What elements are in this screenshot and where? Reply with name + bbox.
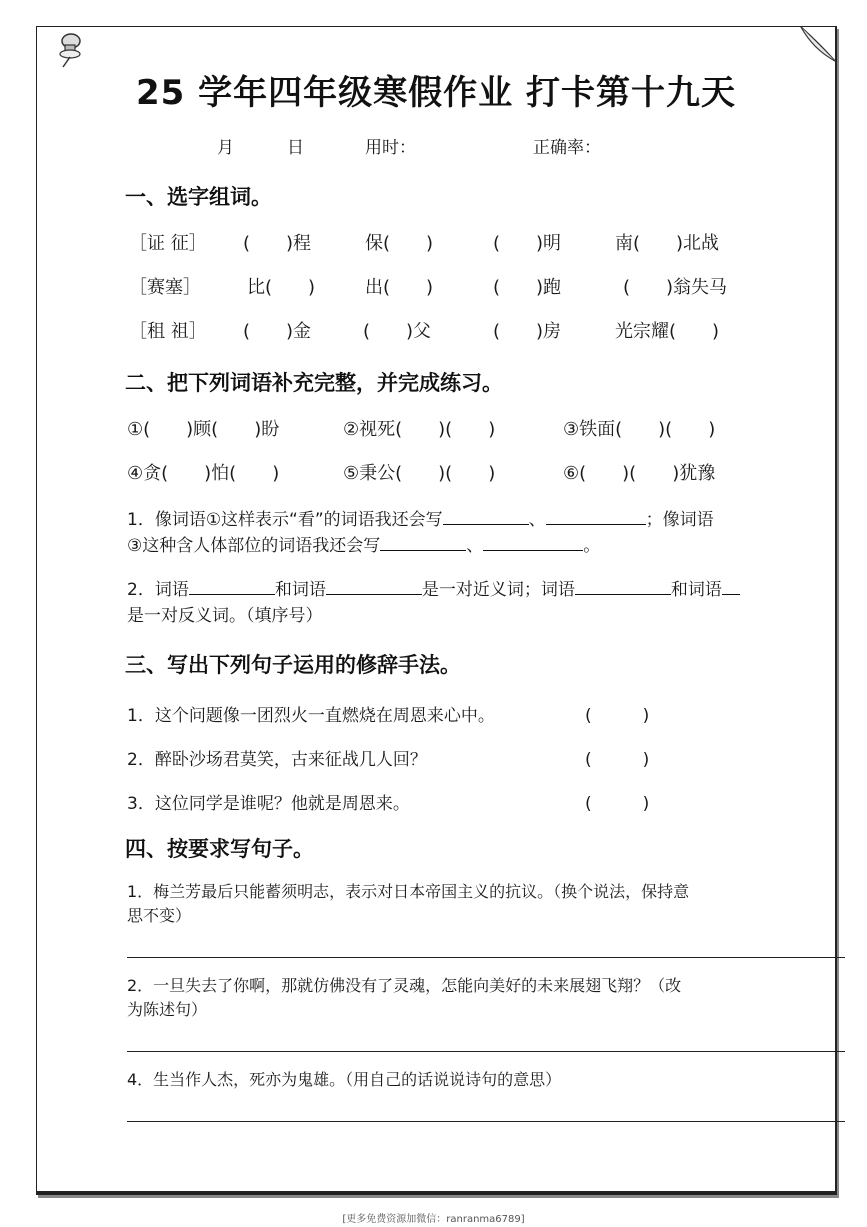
word-item[interactable]: ( )房 <box>493 321 562 342</box>
answer-paren[interactable]: ( ) <box>585 706 650 726</box>
word-item[interactable]: ( )明 <box>493 233 562 254</box>
section-1-heading: 一、选字组词。 <box>125 185 272 209</box>
sentence-question-1-line-2: 思不变） <box>127 906 192 925</box>
rhetoric-question-1: 1．这个问题像一团烈火一直燃烧在周恩来心中。 <box>127 706 495 726</box>
sec1-row-3 <box>129 317 207 343</box>
answer-line[interactable] <box>127 957 845 958</box>
idiom-item[interactable]: ⑥( )( )犹豫 <box>563 463 716 484</box>
idiom-item[interactable]: ②视死( )( ) <box>343 419 496 440</box>
question-text: 1．像词语①这样表示“看”的词语我还会写 <box>127 510 443 530</box>
question-text: ；像词语 <box>645 510 714 530</box>
word-item[interactable]: 比( ) <box>247 277 316 298</box>
word-item[interactable]: 保( ) <box>365 233 434 254</box>
char-pair-label: ［赛塞］ <box>129 277 201 298</box>
char-pair-label: ［证 征］ <box>129 233 207 254</box>
question-text: 和词语 <box>274 580 326 600</box>
sentence-question-4: 4．生当作人杰，死亦为鬼雄。（用自己的话说说诗句的意思） <box>127 1070 562 1089</box>
answer-paren[interactable]: ( ) <box>585 750 650 770</box>
page-title: 25 学年四年级寒假作业 打卡第十九天 <box>136 73 736 113</box>
char-pair-label: ［租 祖］ <box>129 321 207 342</box>
answer-blank[interactable] <box>326 593 422 595</box>
question-text: 和词语 <box>670 580 722 600</box>
idiom-item[interactable]: ①( )顾( )盼 <box>127 419 280 440</box>
section-2-heading: 二、把下列词语补充完整，并完成练习。 <box>125 371 503 395</box>
sec1-row-2 <box>129 273 201 299</box>
idiom-item[interactable]: ③铁面( )( ) <box>563 419 716 440</box>
separator: 、 <box>528 510 546 530</box>
sentence-question-2-line-2: 为陈述句） <box>127 1000 208 1019</box>
sentence-question-2-line-1: 2．一旦失去了你啊，那就仿佛没有了灵魂，怎能向美好的未来展翅飞翔？（改 <box>127 976 682 995</box>
section-4-heading: 四、按要求写句子。 <box>125 837 314 861</box>
answer-blank[interactable] <box>443 523 529 525</box>
answer-line[interactable] <box>127 1051 845 1052</box>
sec2-question-2-line-2: 是一对反义词。（填序号） <box>127 606 323 626</box>
separator: 、 <box>466 536 484 556</box>
word-item[interactable]: ( )父 <box>363 321 432 342</box>
time-label: 用时： <box>365 138 416 158</box>
question-text: ③这种含人体部位的词语我还会写 <box>127 536 381 556</box>
question-text: 是一对近义词；词语 <box>421 580 575 600</box>
section-3-heading: 三、写出下列句子运用的修辞手法。 <box>125 653 461 677</box>
answer-blank[interactable] <box>722 593 740 595</box>
word-item[interactable]: ( )翁失马 <box>623 277 728 298</box>
answer-blank[interactable] <box>189 593 275 595</box>
word-item[interactable]: 出( ) <box>365 277 434 298</box>
sentence-question-1-line-1: 1．梅兰芳最后只能蓄须明志，表示对日本帝国主义的抗议。（换个说法，保持意 <box>127 882 690 901</box>
answer-blank[interactable] <box>380 549 466 551</box>
word-item[interactable]: ( )跑 <box>493 277 562 298</box>
answer-blank[interactable] <box>546 523 646 525</box>
word-item[interactable]: ( )金 <box>243 321 312 342</box>
word-item[interactable]: 光宗耀( ) <box>615 321 720 342</box>
answer-blank[interactable] <box>575 593 671 595</box>
rhetoric-question-2: 2．醉卧沙场君莫笑，古来征战几人回？ <box>127 750 427 770</box>
worksheet-page <box>36 26 837 1195</box>
idiom-item[interactable]: ④贪( )怕( ) <box>127 463 280 484</box>
day-label: 日 <box>287 138 304 158</box>
word-item[interactable]: 南( )北战 <box>615 233 720 254</box>
footer-watermark: [更多免费资源加微信：ranranma6789] <box>342 1214 525 1225</box>
idiom-item[interactable]: ⑤秉公( )( ) <box>343 463 496 484</box>
sec2-question-2-line-1 <box>127 575 740 600</box>
answer-line[interactable] <box>127 1121 845 1122</box>
sec2-question-1-line-1 <box>127 505 714 530</box>
word-item[interactable]: ( )程 <box>243 233 312 254</box>
answer-paren[interactable]: ( ) <box>585 794 650 814</box>
sec2-question-1-line-2 <box>127 531 600 556</box>
question-text: 2．词语 <box>127 580 189 600</box>
separator: 。 <box>583 536 601 556</box>
month-label: 月 <box>217 138 234 158</box>
answer-blank[interactable] <box>483 549 583 551</box>
rhetoric-question-3: 3．这位同学是谁呢？他就是周恩来。 <box>127 794 410 814</box>
pushpin-icon <box>49 29 89 69</box>
sec1-row-1 <box>129 229 207 255</box>
accuracy-label: 正确率： <box>533 138 601 158</box>
